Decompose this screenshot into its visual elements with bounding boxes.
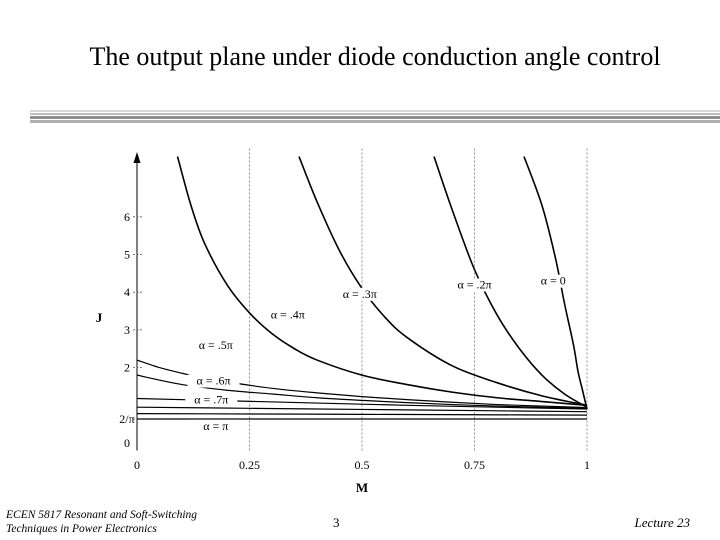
x-tick-label: 0.25 (239, 458, 260, 472)
series-label: α = .5π (198, 337, 233, 352)
slide-title: The output plane under diode conduction angle control (89, 42, 661, 71)
y-tick-label: 3 (124, 322, 130, 337)
y-tick-label: 2 (124, 360, 130, 375)
series-label: α = .7π (194, 392, 229, 407)
y-tick-label: 2/π (119, 412, 135, 427)
x-tick-label: 0.75 (464, 458, 485, 472)
x-tick-label: 1 (584, 458, 590, 472)
x-tick-label: 0 (134, 458, 140, 472)
lecture-label: Lecture 23 (634, 515, 690, 530)
series-label: α = π (203, 418, 229, 433)
series-label: α = .3π (342, 286, 377, 301)
course-footer-line1: ECEN 5817 Resonant and Soft-Switching (6, 509, 198, 521)
y-tick-label: 6 (124, 209, 130, 224)
y-tick-label: 4 (124, 285, 130, 300)
series-line-9 (137, 414, 587, 416)
series-label: α = .6π (196, 373, 231, 388)
y-axis-label: J (95, 310, 103, 325)
series-label: α = .2π (457, 277, 492, 292)
series-line-4 (178, 156, 588, 405)
x-tick-label: 0.5 (354, 458, 370, 472)
x-axis-label: M (355, 480, 369, 495)
y-tick-label: 0 (124, 436, 130, 450)
course-footer-line2: Techniques in Power Electronics (6, 523, 157, 535)
series-label: α = 0 (540, 273, 566, 288)
page-number: 3 (333, 515, 340, 530)
y-tick-label: 5 (124, 247, 130, 262)
series-label: α = .4π (270, 307, 305, 322)
course-footer (6, 508, 197, 536)
y-axis-arrow (134, 152, 141, 163)
